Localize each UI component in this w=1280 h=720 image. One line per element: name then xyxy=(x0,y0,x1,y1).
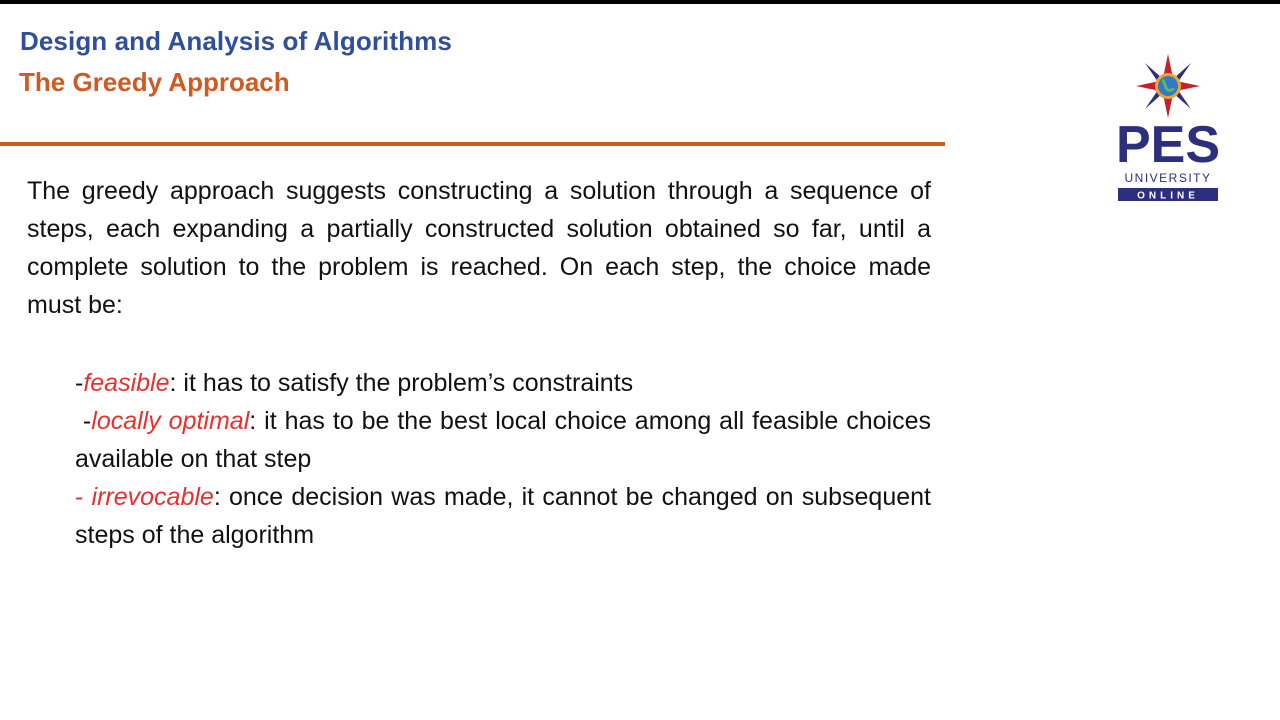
topic-title: The Greedy Approach xyxy=(19,67,290,97)
logo-university-text: UNIVERSITY xyxy=(1124,171,1212,185)
top-border xyxy=(0,0,1280,4)
choice-irrevocable xyxy=(75,478,931,554)
pes-university-logo xyxy=(1112,52,1224,204)
title-divider xyxy=(0,142,945,146)
choice-feasible xyxy=(75,364,931,402)
choice-term: feasible xyxy=(83,369,170,397)
logo-online-text: ONLINE xyxy=(1137,190,1199,202)
choice-prefix: - xyxy=(75,407,92,435)
intro-paragraph: The greedy approach suggests constructing a solution through a sequence of steps, each expanding a partially constructed solution obtained so far, until a complete solution to the problem is reached. On each step, the choice made must be: xyxy=(27,177,931,319)
choice-prefix: - xyxy=(75,369,84,397)
logo-wordmark: PES xyxy=(1115,116,1221,174)
choice-description: : it has to be the best local choice among all feasible choices available on that step xyxy=(75,407,931,473)
choice-locally-optimal xyxy=(75,402,931,478)
course-title: Design and Analysis of Algorithms xyxy=(20,26,452,56)
choice-description: : it has to satisfy the problem’s constraints xyxy=(169,369,634,397)
choice-prefix: - xyxy=(75,483,92,511)
choice-description: : once decision was made, it cannot be changed on subsequent steps of the algorithm xyxy=(75,483,931,549)
choice-term: irrevocable xyxy=(91,483,214,511)
choice-term: locally optimal xyxy=(91,407,250,435)
compass-globe-emblem-icon xyxy=(1112,52,1224,204)
